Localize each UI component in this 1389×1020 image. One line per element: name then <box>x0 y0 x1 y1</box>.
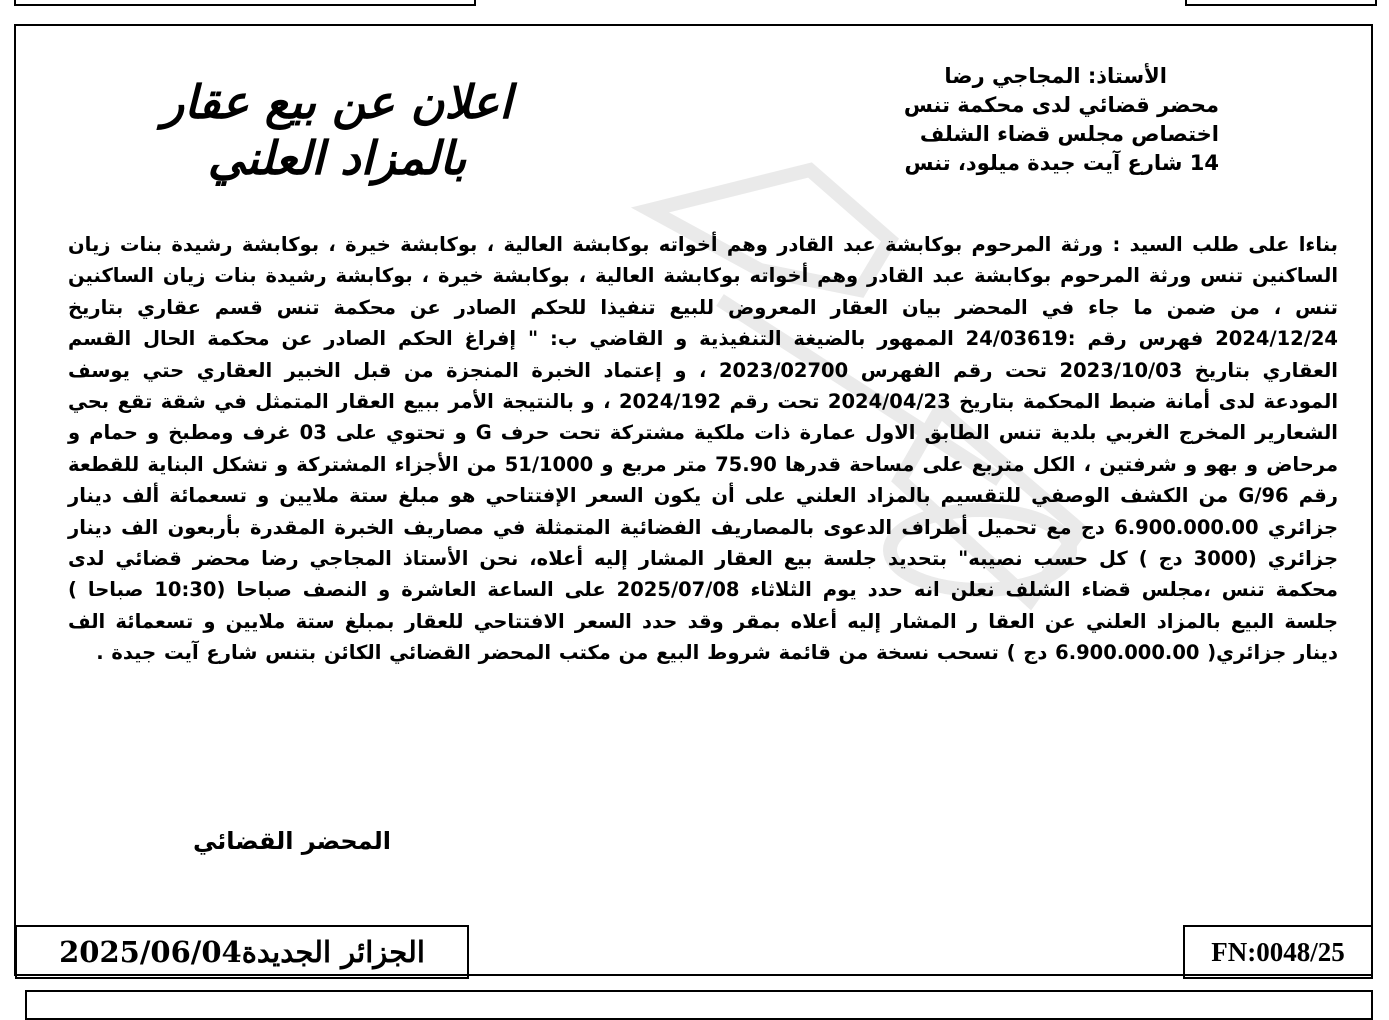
publication-date: 2025/06/04 <box>59 935 242 969</box>
reference-number: FN:0048/25 <box>1183 925 1373 979</box>
sender-block <box>699 62 1219 178</box>
sender-office: محضر قضائي لدى محكمة تنس <box>903 93 1219 117</box>
newspaper-stamp <box>15 925 469 979</box>
sender-address-number: 14 <box>1189 151 1219 175</box>
announcement-title-line1: اعلان عن بيع عقار <box>161 75 513 129</box>
top-left-box <box>14 0 476 6</box>
sender-name: الأستاذ: المجاجي رضا <box>944 64 1167 88</box>
sender-address <box>699 149 1219 178</box>
newspaper-name: الجزائر الجديدة <box>241 935 425 969</box>
announcement-title-line2: بالمزاد العلني <box>207 131 467 185</box>
sender-address-street: شارع آيت جيدة ميلود، تنس <box>904 151 1190 175</box>
announcement-body: بناءا على طلب السيد : ورثة المرحوم بوكابشة عبد القادر وهم أخواته بوكابشة العالية ، بوكابشة خيرة ، بوكابشة رشيدة بنات زيان الساكنين تنس ورثة المرحوم بوكابشة عبد القادر وهم أخواته بوكابشة العالية ، بوكابشة خيرة ، بوكابشة رشيدة بنات زيان الساكنين تنس ، من ضمن ما جاء في المحضر بيان العقار المعروض للبيع تنفيذا للحكم الصادر عن محكمة تنس قسم عقاري بتاريخ 2024/12/24 فهرس رقم :24/03619 الممهور بالضيغة التنفيذية و القاضي ب: " إفراغ الحكم الصادر عن محكمة الحال القسم العقاري بتاريخ 2023/10/03 تحت رقم الفهرس 2023/02700 ، و إعتماد الخبرة المنجزة من قبل الخبير العقاري حتي يوسف المودعة لدى أمانة ضبط المحكمة بتاريخ 2024/04/23 تحت رقم 2024/192 ، و بالنتيجة الأمر ببيع العقار المتمثل في شقة تقع بحي الشعارير المخرج الغربي بلدية تنس الطابق الاول عمارة ذات ملكية مشتركة تحت حرف G و تحتوي على 03 غرف ومطبخ و حمام و مرحاض و بهو و شرفتين ، الكل متربع على مساحة قدرها 75.90 متر مربع و 51/1000 من الأجزاء المشتركة و تشكل البناية للقطعة رقم G/96 من الكشف الوصفي للتقسيم بالمزاد العلني على أن يكون السعر الإفتتاحي هو مبلغ ستة ملايين و تسعمائة ألف دينار جزائري 6.900.000.00 دج مع تحميل أطراف الدعوى بالمصاريف الفضائية المتمثلة في مصاريف الخبرة المقدرة بأربعون الف دينار جزائري (3000 دج ) كل حسب نصيبه" بتحديد جلسة بيع العقار المشار إليه أعلاه، نحن الأستاذ المجاجي رضا محضر قضائي لدى محكمة تنس ،مجلس قضاء الشلف نعلن انه حدد يوم الثلاثاء 2025/07/08 على الساعة العاشرة و النصف صباحا (10:30 صباحا ) جلسة البيع بالمزاد العلني عن العقا ر المشار إليه أعلاه بمقر وقد حدد السعر الافتتاحي للعقار بمبلغ ستة ملايين و تسعمائة الف دينار جزائري( 6.900.000.00 دج ) تسحب نسخة من قائمة شروط البيع من مكتب المحضر القضائي الكائن بتنس شارع آيت جيدة . <box>68 233 1339 665</box>
top-right-box <box>1185 0 1377 6</box>
sender-jurisdiction: اختصاص مجلس قضاء الشلف <box>919 122 1219 146</box>
signature: المحضر القضائي <box>192 827 392 855</box>
bottom-box <box>25 990 1373 1020</box>
